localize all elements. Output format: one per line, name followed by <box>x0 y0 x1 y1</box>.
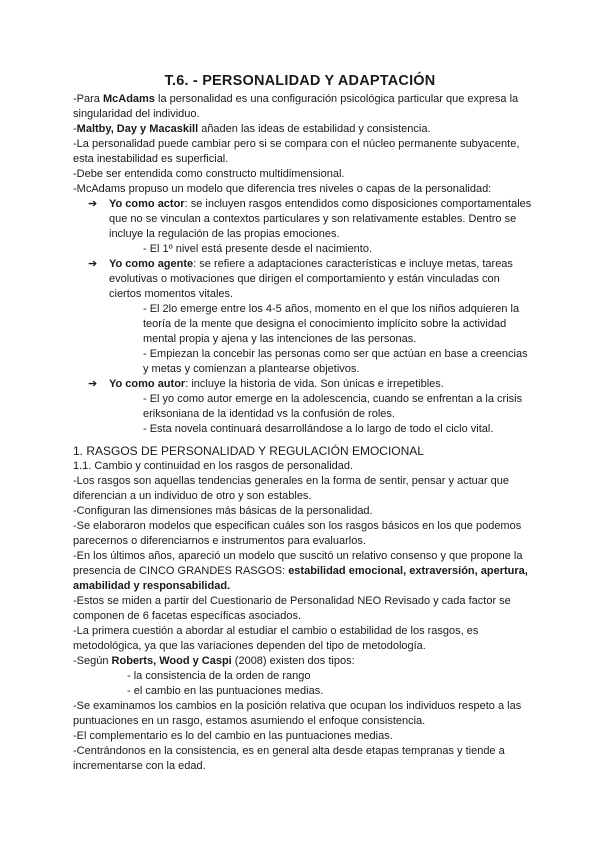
author-name: Roberts, Wood y Caspi <box>111 655 232 667</box>
section-paragraph <box>73 549 535 594</box>
intro-paragraph <box>73 122 535 137</box>
level-note: - El yo como autor emerge en la adolescencia, cuando se enfrentan a la crisis eriksoniana de la identidad vs la confusión de roles. <box>143 393 523 420</box>
arrow-icon: ➔ <box>88 258 98 270</box>
section-paragraph: -Se examinamos los cambios en la posición relativa que ocupan los individuos respeto a las puntuaciones en un rasgo, estamos asumiendo el enfoque consistencia. <box>73 700 522 727</box>
page-title: T.6. - PERSONALIDAD Y ADAPTACIÓN <box>164 73 436 89</box>
level-author <box>73 377 535 392</box>
section-1 <box>73 443 535 774</box>
text: (2008) existen dos tipos: <box>231 655 355 667</box>
section-paragraph: -Centrándonos en la consistencia, es en general alta desde etapas tempranas y tiende a incrementarse con la edad. <box>73 745 505 772</box>
intro-paragraph: -McAdams propuso un modelo que diferencia tres niveles o capas de la personalidad: <box>73 183 492 195</box>
text: -Para <box>73 93 103 105</box>
level-agent <box>73 257 535 302</box>
subsection-heading: 1.1. Cambio y continuidad en los rasgos de personalidad. <box>73 460 354 472</box>
text: - <box>73 123 77 135</box>
level-text: : se refiere a adaptaciones características e incluye metas, tareas evolutivas o motivaciones que dirigen el comportamiento y están vinculadas con ciertos momentos vitales. <box>109 258 513 300</box>
text: -En los últimos años, apareció un modelo que suscitó un relativo consenso y que propone la presencia de CINCO GRANDES RASGOS: <box>73 550 523 577</box>
arrow-icon: ➔ <box>88 198 98 210</box>
level-title: Yo como actor <box>109 198 185 210</box>
author-name: Maltby, Day y Macaskill <box>76 123 199 135</box>
big-five-traits: estabilidad emocional, extraversión, apertura, amabilidad y responsabilidad. <box>73 565 528 592</box>
section-paragraph: -Configuran las dimensiones más básicas de la personalidad. <box>73 505 373 517</box>
level-actor <box>73 197 535 242</box>
text: -Según <box>73 655 112 667</box>
level-title: Yo como agente <box>109 258 194 270</box>
level-text: : se incluyen rasgos entendidos como disposiciones comportamentales que no se vinculan a contextos particulares y son relativamente estables. Dentro se incluye la regulación de las propias emociones. <box>109 198 532 240</box>
level-note: - Esta novela continuará desarrollándose a lo largo de todo el ciclo vital. <box>143 423 494 435</box>
intro-paragraph: -Debe ser entendida como constructo multidimensional. <box>73 168 345 180</box>
level-note: - El 2lo emerge entre los 4-5 años, momento en el que los niños adquieren la teoría de la mente que designa el conocimiento implícito sobre la actividad mental propia y ajena y las intenciones de las personas. <box>143 303 520 345</box>
section-paragraph: -Los rasgos son aquellas tendencias generales en la forma de sentir, pensar y actuar que diferencian a un individuo de otro y son estables. <box>73 475 509 502</box>
level-note: - Empiezan la concebir las personas como ser que actúan en base a creencias y metas y comienzan a plantearse objetivos. <box>143 348 528 375</box>
section-paragraph: -La primera cuestión a abordar al estudiar el cambio o estabilidad de los rasgos, es metodológica, ya que las variaciones dependen del tipo de metodología. <box>73 625 479 652</box>
section-paragraph: -El complementario es lo del cambio en las puntuaciones medias. <box>73 730 393 742</box>
level-note: - El 1º nivel está presente desde el nacimiento. <box>143 243 373 255</box>
intro-block <box>73 92 535 437</box>
text: la personalidad es una configuración psicológica particular que expresa la singularidad del individuo. <box>73 93 519 120</box>
section-paragraph: -Se elaboraron modelos que especifican cuáles son los rasgos básicos en los que podemos parecernos o diferenciarnos e instrumentos para evaluarlos. <box>73 520 522 547</box>
author-name: McAdams <box>102 93 155 105</box>
intro-paragraph <box>73 92 535 122</box>
section-heading: 1. RASGOS DE PERSONALIDAD Y REGULACIÓN EMOCIONAL <box>73 444 424 458</box>
level-text: : incluye la historia de vida. Son únicas e irrepetibles. <box>185 378 444 390</box>
level-title: Yo como autor <box>109 378 186 390</box>
intro-paragraph: -La personalidad puede cambiar pero si se compara con el núcleo permanente subyacente, esta inestabilidad es superficial. <box>73 138 520 165</box>
arrow-icon: ➔ <box>88 378 98 390</box>
type-item: - la consistencia de la orden de rango <box>127 670 311 682</box>
section-paragraph: -Estos se miden a partir del Cuestionario de Personalidad NEO Revisado y cada factor se componen de 6 facetas específicas asociados. <box>73 595 511 622</box>
type-item: - el cambio en las puntuaciones medias. <box>127 685 324 697</box>
section-paragraph <box>73 654 535 669</box>
text: añaden las ideas de estabilidad y consistencia. <box>198 123 431 135</box>
